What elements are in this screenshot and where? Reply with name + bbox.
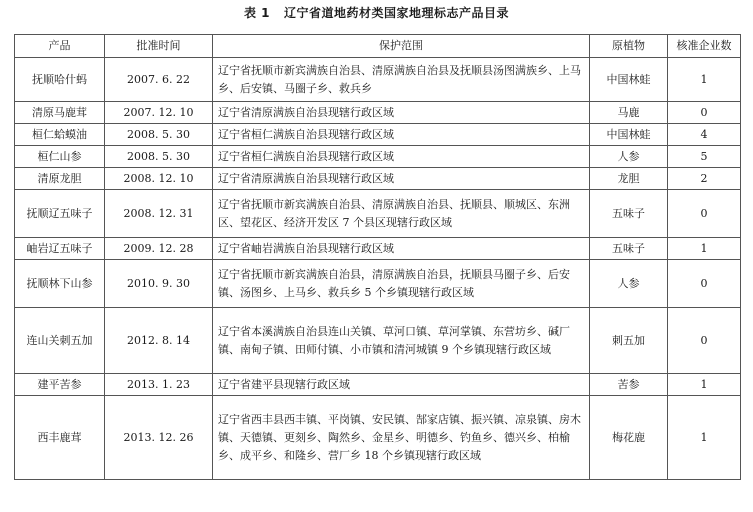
cell-scope: 辽宁省桓仁满族自治县现辖行政区域 xyxy=(213,124,590,146)
cell-count: 0 xyxy=(668,190,741,238)
cell-date: 2012. 8. 14 xyxy=(105,308,213,374)
table-row xyxy=(15,124,741,146)
column-header-plant: 原植物 xyxy=(590,35,668,58)
cell-date: 2013. 1. 23 xyxy=(105,374,213,396)
cell-date: 2013. 12. 26 xyxy=(105,396,213,480)
column-header-scope: 保护范围 xyxy=(213,35,590,58)
cell-plant: 人参 xyxy=(590,146,668,168)
table-row xyxy=(15,146,741,168)
cell-date: 2008. 12. 31 xyxy=(105,190,213,238)
header-row xyxy=(15,35,741,58)
cell-product: 连山关刺五加 xyxy=(15,308,105,374)
table-title: 辽宁省道地药材类国家地理标志产品目录 xyxy=(284,6,510,20)
cell-plant: 五味子 xyxy=(590,238,668,260)
table-row xyxy=(15,58,741,102)
cell-product: 桓仁蛤蟆油 xyxy=(15,124,105,146)
cell-scope: 辽宁省本溪满族自治县连山关镇、草河口镇、草河掌镇、东营坊乡、碱厂镇、南甸子镇、田师付镇、小市镇和清河城镇 9 个乡镇现辖行政区域 xyxy=(213,308,590,374)
cell-scope: 辽宁省桓仁满族自治县现辖行政区域 xyxy=(213,146,590,168)
product-table xyxy=(14,34,741,480)
column-header-product: 产品 xyxy=(15,35,105,58)
cell-count: 4 xyxy=(668,124,741,146)
cell-plant: 龙胆 xyxy=(590,168,668,190)
cell-plant: 五味子 xyxy=(590,190,668,238)
cell-count: 0 xyxy=(668,260,741,308)
table-row xyxy=(15,374,741,396)
cell-scope: 辽宁省建平县现辖行政区域 xyxy=(213,374,590,396)
cell-date: 2010. 9. 30 xyxy=(105,260,213,308)
column-header-date: 批准时间 xyxy=(105,35,213,58)
cell-count: 1 xyxy=(668,238,741,260)
cell-count: 1 xyxy=(668,58,741,102)
cell-count: 2 xyxy=(668,168,741,190)
cell-scope: 辽宁省抚顺市新宾满族自治县，清原满族自治县，抚顺县马圈子乡、后安镇、汤图乡、上马乡、救兵乡 5 个乡镇现辖行政区域 xyxy=(213,260,590,308)
cell-product: 抚顺辽五味子 xyxy=(15,190,105,238)
cell-plant: 苦参 xyxy=(590,374,668,396)
cell-date: 2008. 5. 30 xyxy=(105,146,213,168)
cell-count: 5 xyxy=(668,146,741,168)
cell-scope: 辽宁省抚顺市新宾满族自治县、清原满族自治县、抚顺县、顺城区、东洲区、望花区、经济开发区 7 个县区现辖行政区域 xyxy=(213,190,590,238)
cell-plant: 梅花鹿 xyxy=(590,396,668,480)
cell-product: 清原马鹿茸 xyxy=(15,102,105,124)
table-row xyxy=(15,102,741,124)
cell-date: 2008. 5. 30 xyxy=(105,124,213,146)
cell-product: 抚顺哈什蚂 xyxy=(15,58,105,102)
table-number: 表 1 xyxy=(243,6,270,20)
cell-scope: 辽宁省岫岩满族自治县现辖行政区域 xyxy=(213,238,590,260)
cell-product: 建平苦参 xyxy=(15,374,105,396)
cell-product: 桓仁山参 xyxy=(15,146,105,168)
cell-scope: 辽宁省抚顺市新宾满族自治县、清原满族自治县及抚顺县汤图满族乡、上马乡、后安镇、马圈子乡、救兵乡 xyxy=(213,58,590,102)
cell-count: 1 xyxy=(668,374,741,396)
cell-scope: 辽宁省清原满族自治县现辖行政区域 xyxy=(213,102,590,124)
cell-plant: 中国林蛙 xyxy=(590,124,668,146)
cell-date: 2007. 12. 10 xyxy=(105,102,213,124)
cell-count: 0 xyxy=(668,308,741,374)
cell-count: 1 xyxy=(668,396,741,480)
cell-plant: 刺五加 xyxy=(590,308,668,374)
cell-date: 2008. 12. 10 xyxy=(105,168,213,190)
cell-plant: 中国林蛙 xyxy=(590,58,668,102)
cell-scope: 辽宁省清原满族自治县现辖行政区域 xyxy=(213,168,590,190)
cell-scope: 辽宁省西丰县西丰镇、平岗镇、安民镇、郜家店镇、振兴镇、凉泉镇、房木镇、天德镇、更刻乡、陶然乡、金星乡、明德乡、钓鱼乡、德兴乡、柏榆乡、成平乡、和隆乡、营厂乡 18 个乡镇现辖行政区域 xyxy=(213,396,590,480)
cell-date: 2007. 6. 22 xyxy=(105,58,213,102)
table-row xyxy=(15,396,741,480)
cell-count: 0 xyxy=(668,102,741,124)
column-header-count: 核准企业数 xyxy=(668,35,741,58)
table-caption xyxy=(0,4,753,21)
cell-date: 2009. 12. 28 xyxy=(105,238,213,260)
cell-plant: 人参 xyxy=(590,260,668,308)
cell-product: 清原龙胆 xyxy=(15,168,105,190)
cell-product: 抚顺林下山参 xyxy=(15,260,105,308)
table-row xyxy=(15,260,741,308)
table-row xyxy=(15,190,741,238)
table-row xyxy=(15,168,741,190)
cell-product: 西丰鹿茸 xyxy=(15,396,105,480)
table-row xyxy=(15,238,741,260)
cell-product: 岫岩辽五味子 xyxy=(15,238,105,260)
table-row xyxy=(15,308,741,374)
cell-plant: 马鹿 xyxy=(590,102,668,124)
